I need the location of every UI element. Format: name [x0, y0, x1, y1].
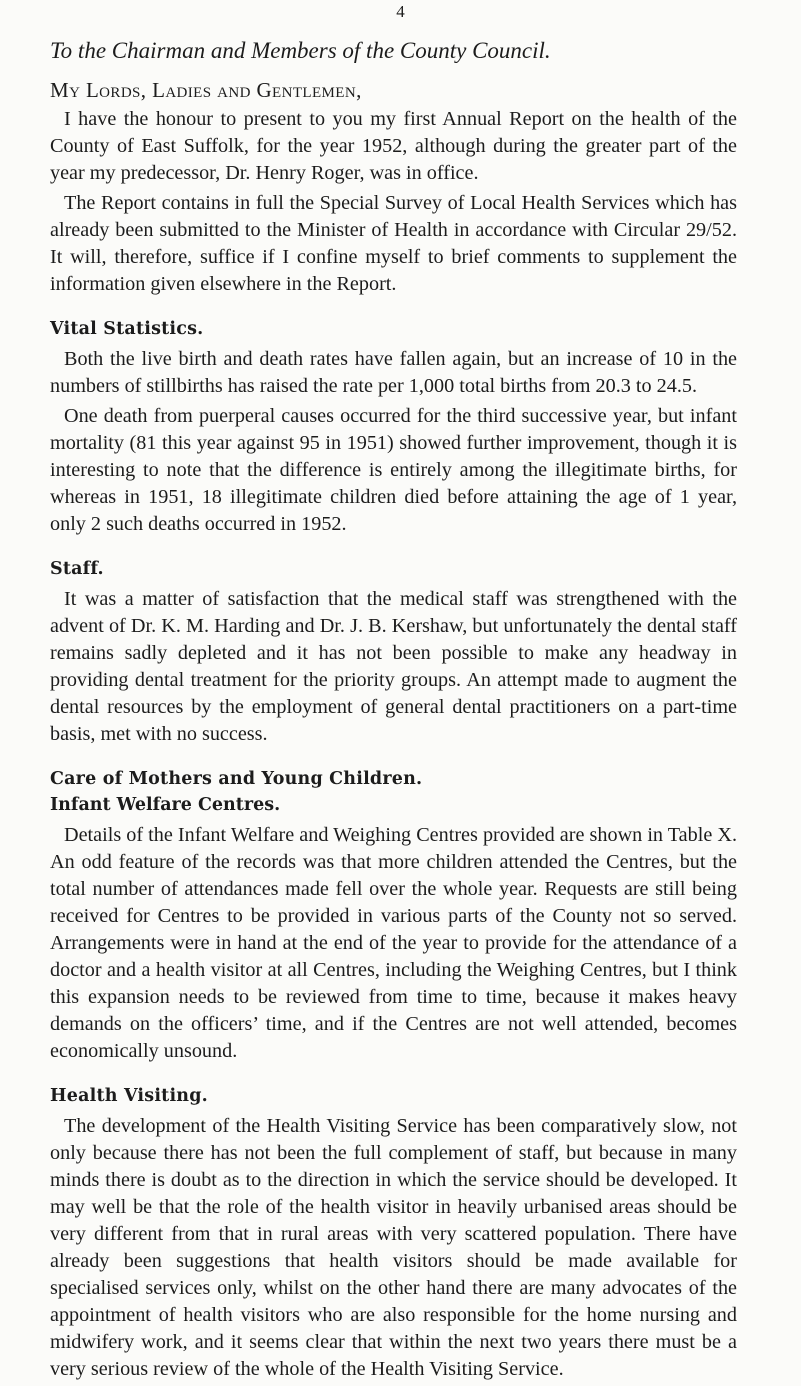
- section-heading: Care of Mothers and Young Children.: [50, 769, 423, 789]
- section-staff: [50, 558, 737, 748]
- section-heading: Vital Statistics.: [50, 319, 204, 339]
- body-paragraph: Details of the Infant Welfare and Weighing Centres provided are shown in Table X. An odd feature of the records was that more children attended the Centres, but the total number of attendances made fell over the whole year. Requests are still being received for Centres to be provided in various parts of the County not so served. Arrangements were in hand at the end of the year to provide for the attendance of a doctor and a health visitor at all Centres, including the Weighing Centres, but I think this expansion needs to be reviewed from time to time, because it makes heavy demands on the officers’ time, and if the Centres are not well attended, becomes economically unsound.: [50, 824, 737, 1062]
- section-heading: Staff.: [50, 559, 104, 579]
- section-heading: Health Visiting.: [50, 1086, 208, 1106]
- body-paragraph: One death from puerperal causes occurred for the third successive year, but infant mortality (81 this year against 95 in 1951) showed further improvement, though it is interesting to note that the difference is entirely among the illegitimate births, for whereas in 1951, 18 illegitimate children died before attaining the age of 1 year, only 2 such deaths occurred in 1952.: [50, 405, 737, 535]
- section-subheading: Infant Welfare Centres.: [50, 795, 281, 815]
- section-vital-statistics: [50, 318, 737, 538]
- address-line: To the Chairman and Members of the County Council.: [50, 38, 551, 63]
- section-care-of-mothers: [50, 768, 737, 1065]
- section-health-visiting: [50, 1085, 737, 1383]
- body-paragraph: Both the live birth and death rates have fallen again, but an increase of 10 in the numbers of stillbirths has raised the rate per 1,000 total births from 20.3 to 24.5.: [50, 348, 737, 397]
- body-paragraph: The development of the Health Visiting Service has been comparatively slow, not only because there has not been the full complement of staff, but because in many minds there is doubt as to the direction in which the service should be developed. It may well be that the role of the health visitor in heavily urbanised areas should be very different from that in rural areas with very scattered population. There have already been suggestions that health visitors should be made available for specialised services only, whilst on the other hand there are many advocates of the appointment of health visitors who are also responsible for the home nursing and midwifery work, and it seems clear that within the next two years there must be a very serious review of the whole of the Health Visiting Service.: [50, 1115, 737, 1380]
- report-body: [50, 106, 737, 1386]
- intro-paragraph: The Report contains in full the Special Survey of Local Health Services which has already been submitted to the Minister of Health in accordance with Circular 29/52. It will, therefore, suffice if I confine myself to brief comments to supplement the information given elsewhere in the Report.: [50, 192, 737, 295]
- salutation: My Lords, Ladies and Gentlemen,: [50, 78, 362, 102]
- body-paragraph: It was a matter of satisfaction that the medical staff was strengthened with the advent of Dr. K. M. Harding and Dr. J. B. Kershaw, but unfortunately the dental staff remains sadly depleted and it has not been possible to make any headway in providing dental treatment for the priority groups. An attempt made to augment the dental resources by the employment of general dental practitioners on a part-time basis, met with no success.: [50, 588, 737, 745]
- intro-paragraph: I have the honour to present to you my first Annual Report on the health of the County of East Suffolk, for the year 1952, although during the greater part of the year my predecessor, Dr. Henry Roger, was in office.: [50, 108, 737, 184]
- page-number: 4: [396, 2, 405, 21]
